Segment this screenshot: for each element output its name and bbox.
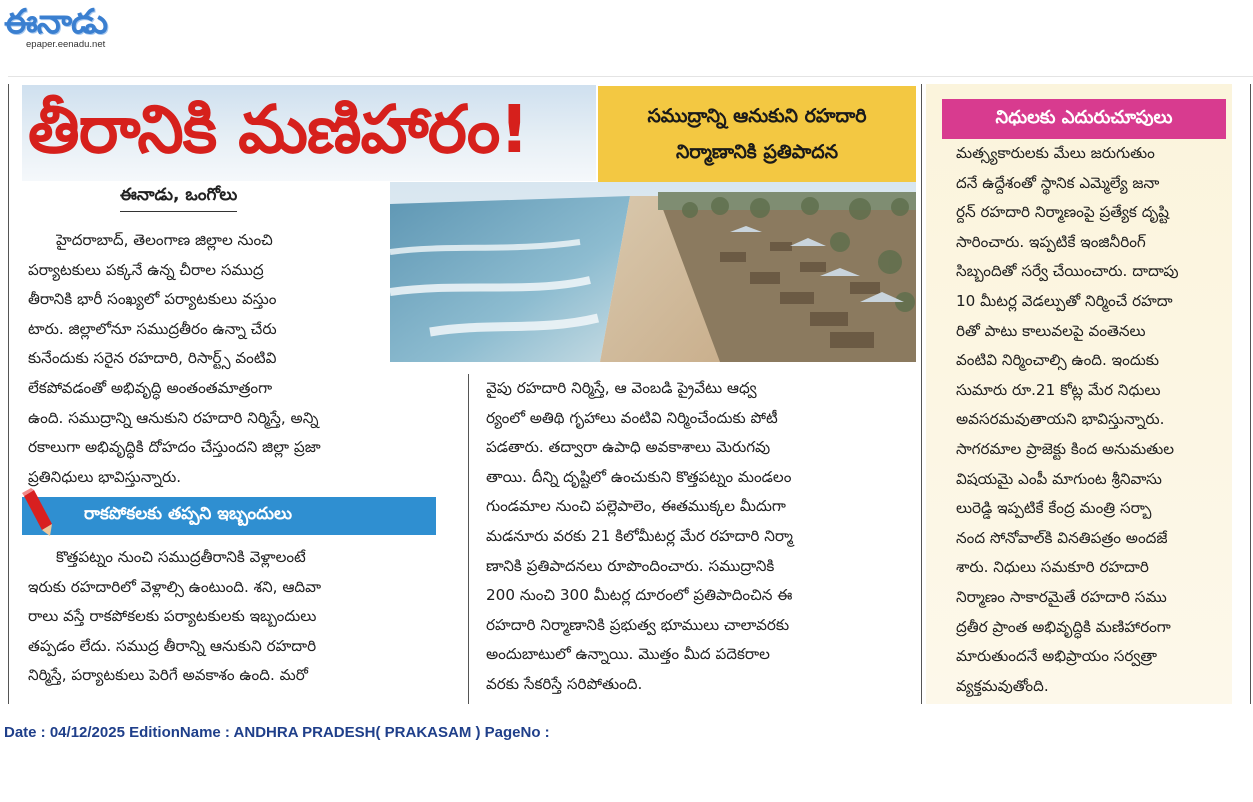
col3-line-1: మత్స్యకారులకు మేలు జరుగుతుం: [956, 144, 1155, 162]
col3-line-17: ద్రతీర ప్రాంత అభివృద్ధికి మణిహారంగా: [956, 617, 1171, 636]
col1-line-7: ఉంది. సముద్రాన్ని ఆనుకుని రహదారి నిర్మిస్తే, అన్ని: [28, 408, 319, 427]
col3-line-7: రితో పాటు కాలువలపై వంతెనలు: [956, 321, 1146, 340]
col2-line-11: వరకు సేకరిస్తే సరిపోతుంది.: [486, 674, 643, 693]
right-heading-text: నిధులకు ఎదురుచూపులు: [995, 106, 1173, 128]
col1-line-3: తీరానికి భారీ సంఖ్యలో పర్యాటకులు వస్తుం: [28, 290, 277, 309]
col1-line-9: ప్రతినిధులు భావిస్తున్నారు.: [28, 467, 182, 486]
col3-line-5: సిబ్బందితో సర్వే చేయించారు. దాదాపు: [956, 262, 1179, 281]
frame-left-rule: [8, 84, 9, 704]
col1b-line-4: తప్పడం లేదు. సముద్ర తీరాన్ని ఆనుకుని రహదారి: [28, 636, 317, 655]
col3-line-14: నంద సోనోవాల్‌కి వినతిపత్రం అందజే: [956, 528, 1168, 547]
body-column-1-continued: [28, 543, 436, 691]
eenadu-logo[interactable]: ఈనాడు: [4, 2, 108, 42]
col1b-line-1: కొత్తపట్నం నుంచి సముద్రతీరానికి వెళ్లాలంటే: [56, 548, 306, 566]
col2-line-3: పడతారు. తద్వారా ఉపాధి అవకాశాలు మెరుగవు: [486, 438, 771, 457]
column-rule-1: [468, 374, 469, 704]
col3-line-8: వంటివి నిర్మించాల్సి ఉంది. ఇందుకు: [956, 351, 1159, 370]
site-url: epaper.eenadu.net: [26, 39, 106, 50]
body-column-3: [956, 139, 1236, 701]
col2-line-4: తాయి. దీన్ని దృష్టిలో ఉంచుకుని కొత్తపట్నం మండలం: [486, 467, 792, 486]
beach-photo: [390, 182, 916, 362]
col1-line-8: రకాలుగా అభివృద్ధికి దోహదం చేస్తుందని జిల్లా ప్రజా: [28, 438, 321, 457]
col3-line-10: అవసరమవుతాయని భావిస్తున్నారు.: [956, 410, 1165, 429]
col3-line-19: వ్యక్తమవుతోంది.: [956, 676, 1049, 695]
col2-line-5: గుండమాల నుంచి పల్లెపాలెం, ఈతముక్కల మీదుగా: [486, 497, 786, 516]
col1b-line-2: ఇరుకు రహదారిలో వెళ్లాల్సి ఉంటుంది. శని, ఆదివా: [28, 577, 322, 596]
col3-line-2: దనే ఉద్దేశంతో స్థానిక ఎమ్మెల్యే జనా: [956, 173, 1160, 192]
frame-right-rule: [1250, 84, 1251, 704]
col2-line-8: 200 నుంచి 300 మీటర్ల దూరంలో ప్రతిపాదించిన ఈ: [486, 586, 793, 605]
col3-line-6: 10 మీటర్ల వెడల్పుతో నిర్మించే రహదా: [956, 291, 1173, 310]
subdeck-box: [598, 86, 916, 182]
col1-line-6: లేకపోవడంతో అభివృద్ధి అంతంతమాత్రంగా: [28, 378, 273, 397]
col3-line-3: ర్దన్ రహదారి నిర్మాణంపై ప్రత్యేక దృష్టి: [956, 203, 1169, 222]
col3-line-16: నిర్మాణం సాకారమైతే రహదారి సము: [956, 587, 1167, 606]
col3-line-13: లురెడ్డి ఇప్పటికే కేంద్ర మంత్రి సర్బా: [956, 499, 1152, 518]
col1-line-1: హైదరాబాద్, తెలంగాణ జిల్లాల నుంచి: [56, 231, 273, 249]
headline: తీరానికి మణిహారం!: [28, 91, 529, 168]
col3-line-9: సుమారు రూ.21 కోట్ల మేర నిధులు: [956, 380, 1161, 399]
col3-line-12: విషయమై ఎంపీ మాగుంట శ్రీనివాసు: [956, 469, 1162, 488]
col3-line-15: శారు. నిధులు సమకూరి రహదారి: [956, 558, 1149, 577]
col2-line-6: మడనూరు వరకు 21 కిలోమీటర్ల మేర రహదారి నిర్మా: [486, 526, 793, 545]
col2-line-1: వైపు రహదారి నిర్మిస్తే, ఆ వెంబడి ప్రైవేటు ఆధ్వ: [486, 379, 757, 397]
col2-line-7: ణానికి ప్రతిపాదనలు రూపొందించారు. సముద్రానికి: [486, 556, 775, 575]
col2-line-10: అందుబాటులో ఉన్నాయి. మొత్తం మీద పదెకరాల: [486, 645, 770, 664]
column-rule-2: [921, 84, 922, 704]
col1b-line-3: రాలు వస్తే రాకపోకలకు పర్యాటకులకు ఇబ్బందులు: [28, 607, 317, 626]
right-column-heading: [942, 99, 1226, 139]
col3-line-11: సాగరమాల ప్రాజెక్టు కింద అనుమతుల: [956, 439, 1174, 458]
masthead: [2, 2, 142, 52]
subdeck-line-1: సముద్రాన్ని ఆనుకుని రహదారి: [647, 105, 867, 127]
edition-footer: Date : 04/12/2025 EditionName : ANDHRA PRADESH( PRAKASAM ) PageNo :: [4, 724, 550, 741]
subhead-text: రాకపోకలకు తప్పని ఇబ్బందులు: [84, 504, 292, 524]
col1b-line-5: నిర్మిస్తే, పర్యాటకులు పెరిగే అవకాశం ఉంది. మరో: [28, 666, 308, 685]
byline: ఈనాడు, ఒంగోలు: [120, 185, 237, 212]
col3-line-4: సారించారు. ఇప్పటికే ఇంజినీరింగ్: [956, 232, 1146, 251]
col3-line-18: మారుతుందనే అభిప్రాయం సర్వత్రా: [956, 647, 1157, 666]
subdeck-line-2: నిర్మాణానికి ప్రతిపాదన: [675, 141, 839, 163]
col2-line-9: రహదారి నిర్మాణానికి ప్రభుత్వ భూములు చాలావరకు: [486, 615, 790, 634]
col1-line-2: పర్యాటకులు పక్కనే ఉన్న చీరాల సముద్ర: [28, 260, 264, 279]
col1-line-4: టారు. జిల్లాలోనూ సముద్రతీరం ఉన్నా చేరు: [28, 319, 277, 338]
body-column-1: [28, 226, 436, 492]
col1-line-5: కునేందుకు సరైన రహదారి, రిసార్ట్స్ వంటివి: [28, 349, 277, 368]
subhead-bar: [22, 497, 436, 535]
frame-top-rule: [8, 76, 1253, 77]
pencil-icon: [20, 488, 54, 538]
body-column-2: [486, 374, 914, 700]
col2-line-2: ర్యంలో అతిథి గృహాలు వంటివి నిర్మించేందుకు పోటీ: [486, 408, 778, 427]
